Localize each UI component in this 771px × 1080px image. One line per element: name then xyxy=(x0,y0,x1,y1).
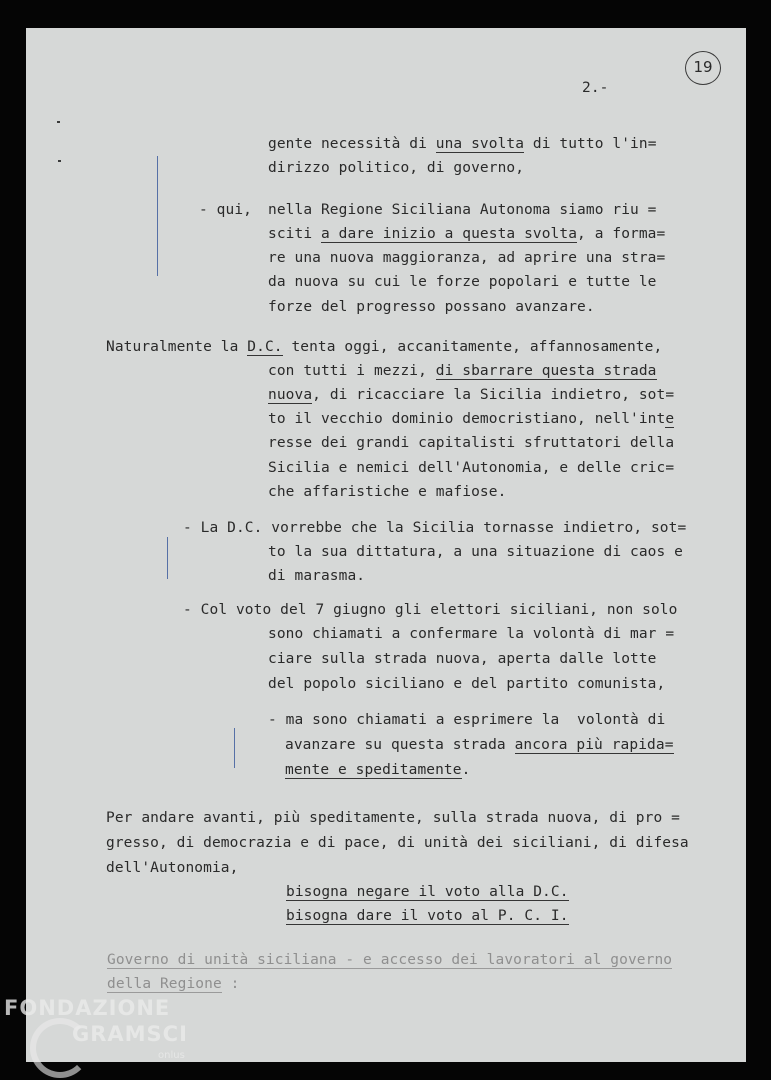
text-line: resse dei grandi capitalisti sfruttatori della xyxy=(268,435,675,451)
text-line: sciti a dare inizio a questa svolta, a forma= xyxy=(268,226,666,242)
text-line: di marasma. xyxy=(268,568,366,584)
text-line: - La D.C. vorrebbe che la Sicilia tornasse indietro, sot= xyxy=(183,520,687,536)
text-line: bisogna dare il voto al P. C. I. xyxy=(286,908,569,924)
page-number: 2.- xyxy=(582,80,609,96)
text-line: to la sua dittatura, a una situazione di caos e xyxy=(268,544,683,560)
text-line: che affaristiche e mafiose. xyxy=(268,484,507,500)
text-line: Sicilia e nemici dell'Autonomia, e delle cric= xyxy=(268,460,675,476)
text-line: to il vecchio dominio democristiano, nell'inte xyxy=(268,411,675,427)
text-line: Naturalmente la D.C. tenta oggi, accanitamente, affannosamente, xyxy=(106,339,663,355)
pencil-mark xyxy=(167,537,168,579)
text-line-bullet: - qui, xyxy=(199,202,252,218)
text-line: del popolo siciliano e del partito comunista, xyxy=(268,676,666,692)
text-line: dell'Autonomia, xyxy=(106,860,239,876)
text-line: nuova, di ricacciare la Sicilia indietro, sot= xyxy=(268,387,675,403)
text-line: mente e speditamente. xyxy=(285,762,471,778)
text-line-faint: Governo di unità siciliana - e accesso dei lavoratori al governo xyxy=(107,952,673,968)
text-line: - ma sono chiamati a esprimere la volontà di xyxy=(268,712,666,728)
text-line: gresso, di democrazia e di pace, di unità dei siciliani, di difesa xyxy=(106,835,689,851)
margin-mark xyxy=(57,121,60,123)
pencil-mark xyxy=(157,156,158,276)
watermark-line2: GRAMSCI xyxy=(72,1022,188,1046)
text-line: sono chiamati a confermare la volontà di mar = xyxy=(268,626,675,642)
archive-stamp: 19 xyxy=(685,51,721,85)
text-line: - Col voto del 7 giugno gli elettori siciliani, non solo xyxy=(183,602,678,618)
margin-mark xyxy=(58,160,61,162)
text-line: da nuova su cui le forze popolari e tutte le xyxy=(268,274,657,290)
text-line: avanzare su questa strada ancora più rapida= xyxy=(285,737,674,753)
text-line: re una nuova maggioranza, ad aprire una stra= xyxy=(268,250,666,266)
text-line: con tutti i mezzi, di sbarrare questa strada xyxy=(268,363,657,379)
text-line: Per andare avanti, più speditamente, sulla strada nuova, di pro = xyxy=(106,810,680,826)
text-line-faint: della Regione : xyxy=(107,976,240,992)
text-line: gente necessità di una svolta di tutto l'in= xyxy=(268,136,657,152)
watermark-line3: onlus xyxy=(158,1050,185,1061)
text-line: bisogna negare il voto alla D.C. xyxy=(286,884,569,900)
pencil-mark xyxy=(234,728,235,768)
text-line: ciare sulla strada nuova, aperta dalle lotte xyxy=(268,651,657,667)
text-line: forze del progresso possano avanzare. xyxy=(268,299,595,315)
watermark-line1: FONDAZIONE xyxy=(4,996,171,1020)
text-line: dirizzo politico, di governo, xyxy=(268,160,525,176)
text-line: nella Regione Siciliana Autonoma siamo riu = xyxy=(268,202,657,218)
